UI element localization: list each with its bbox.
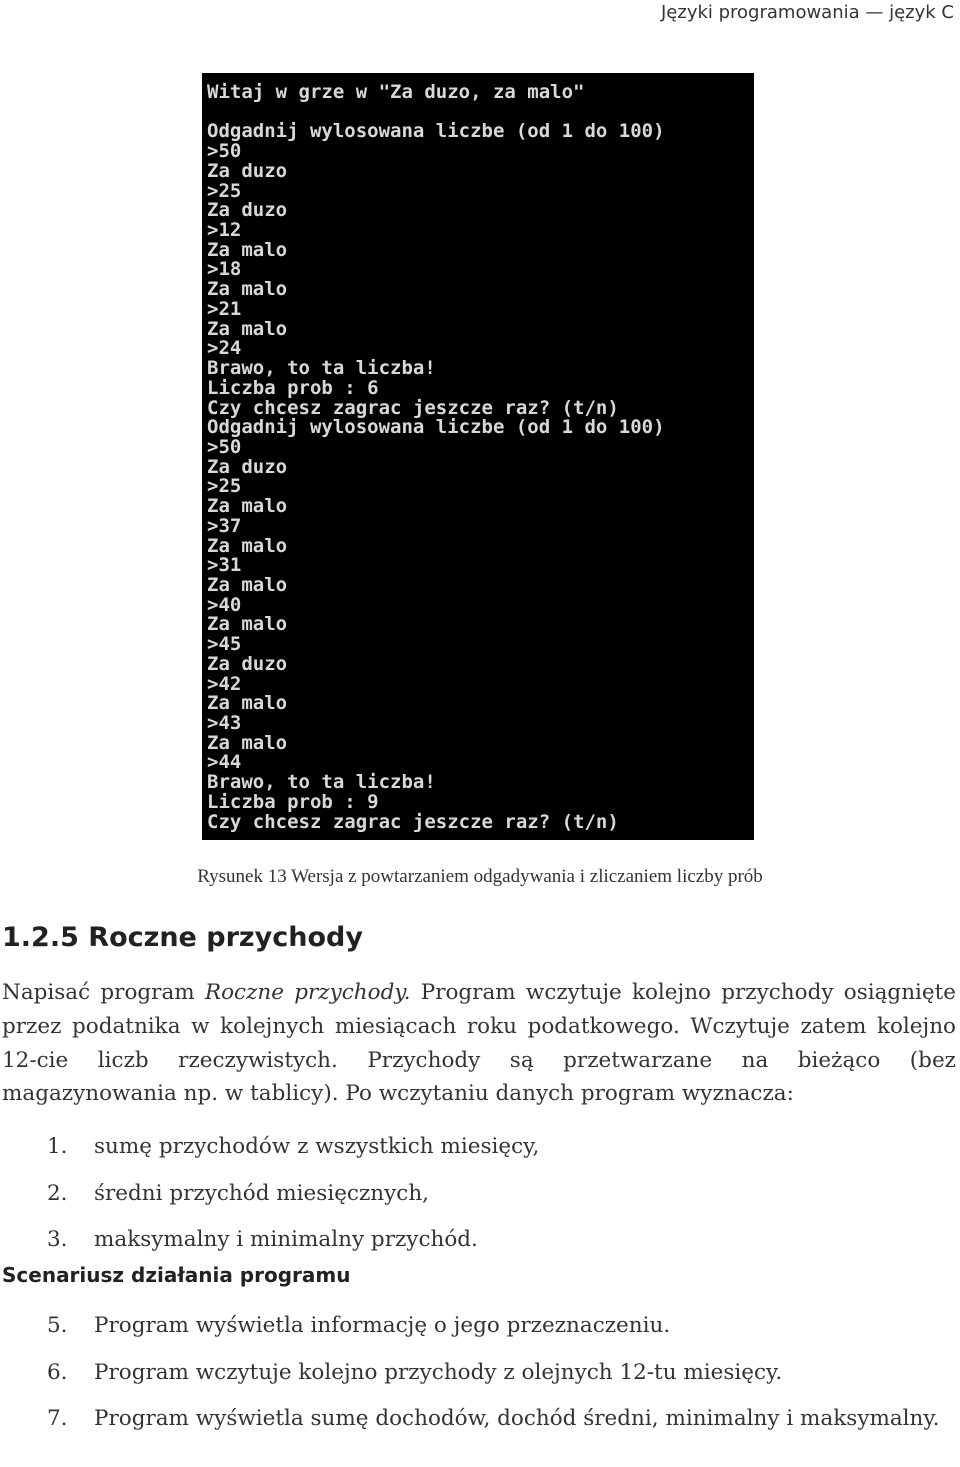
console-line: Czy chcesz zagrac jeszcze raz? (t/n) bbox=[207, 396, 619, 419]
figure-caption: Rysunek 13 Wersja z powtarzaniem odgadywania i zliczaniem liczby prób bbox=[197, 866, 763, 887]
list-item-text: średni przychód miesięcznych, bbox=[94, 1180, 430, 1206]
console-line: Witaj w grze w "Za duzo, za malo" bbox=[207, 81, 585, 103]
console-line: >50 bbox=[207, 435, 242, 458]
console-line: Za malo bbox=[207, 573, 288, 596]
console-line: Czy chcesz zagrac jeszcze raz? (t/n) bbox=[207, 810, 619, 833]
list-item bbox=[0, 1402, 958, 1435]
console-line: Odgadnij wylosowana liczbe (od 1 do 100) bbox=[207, 416, 665, 439]
console-line: >40 bbox=[207, 593, 242, 616]
list-item-number: 7. bbox=[47, 1406, 68, 1431]
list-item-number: 5. bbox=[47, 1313, 68, 1338]
console-line: >25 bbox=[207, 179, 242, 202]
console-line: >43 bbox=[207, 712, 242, 734]
list-item-number: 3. bbox=[47, 1227, 68, 1252]
list-item bbox=[0, 1356, 958, 1389]
requirements-list bbox=[0, 1124, 958, 1264]
list-item-text: Program wyświetla informację o jego przeznaczeniu. bbox=[94, 1313, 671, 1338]
console-line: Za malo bbox=[207, 534, 288, 557]
console-line: >25 bbox=[207, 475, 242, 498]
console-line: >31 bbox=[207, 554, 242, 577]
list-item bbox=[0, 1309, 958, 1342]
console-line: >45 bbox=[207, 633, 242, 656]
list-item-number: 6. bbox=[47, 1359, 68, 1385]
list-item-text: sumę przychodów z wszystkich miesięcy, bbox=[94, 1134, 540, 1159]
console-line: Za duzo bbox=[207, 455, 288, 478]
console-line: >12 bbox=[207, 219, 242, 242]
console-line: Brawo, to ta liczba! bbox=[207, 357, 436, 380]
console-line: Za malo bbox=[207, 317, 288, 340]
section-heading: 1.2.5 Roczne przychody bbox=[2, 922, 363, 953]
console-screenshot bbox=[202, 73, 754, 840]
list-item bbox=[0, 1124, 958, 1171]
console-line: >24 bbox=[207, 337, 242, 360]
list-item-number: 2. bbox=[47, 1180, 68, 1206]
list-item-text: maksymalny i minimalny przychód. bbox=[94, 1227, 478, 1252]
console-line: >44 bbox=[207, 751, 242, 774]
console-line: >18 bbox=[207, 258, 242, 281]
console-line: Za malo bbox=[207, 731, 288, 754]
console-line: Za malo bbox=[207, 692, 288, 715]
list-item bbox=[0, 1171, 958, 1218]
console-line: >21 bbox=[207, 297, 242, 320]
console-line: Za duzo bbox=[207, 652, 288, 675]
paragraph-text-after: Program wczytuje kolejno przychody osiągnięte przez podatnika w kolejnych miesiącach roku podatkowego. Wczytuje zatem kolejno 12-cie liczb rzeczywistych. Przychody są przetwarzane na bieżąco (bez magazynowania np. w tablicy). Po wczytaniu danych program wyznacza: bbox=[2, 980, 956, 1107]
console-line: >37 bbox=[207, 514, 242, 537]
console-line: >50 bbox=[207, 140, 242, 163]
list-item-text: Program wczytuje kolejno przychody z olejnych 12-tu miesięcy. bbox=[94, 1359, 783, 1385]
scenario-list bbox=[0, 1309, 958, 1449]
paragraph-text-before: Napisać program bbox=[2, 980, 205, 1005]
scenario-heading: Scenariusz działania programu bbox=[2, 1263, 351, 1287]
console-line: Odgadnij wylosowana liczbe (od 1 do 100) bbox=[207, 120, 665, 143]
console-line: Za malo bbox=[207, 495, 288, 518]
program-name-italic: Roczne przychody. bbox=[204, 980, 411, 1005]
console-line: Za malo bbox=[207, 238, 288, 261]
console-line: Za malo bbox=[207, 278, 288, 301]
console-line: >42 bbox=[207, 672, 242, 695]
list-item-number: 1. bbox=[47, 1134, 68, 1159]
list-item-text: Program wyświetla sumę dochodów, dochód średni, minimalny i maksymalny. bbox=[94, 1406, 940, 1431]
console-line: Za duzo bbox=[207, 159, 288, 182]
console-line: Liczba prob : 6 bbox=[207, 376, 379, 399]
list-item bbox=[0, 1217, 958, 1264]
console-line: Za duzo bbox=[207, 199, 288, 222]
console-line: Liczba prob : 9 bbox=[207, 790, 379, 813]
section-paragraph bbox=[2, 976, 956, 1111]
console-line: Za malo bbox=[207, 613, 288, 636]
running-header: Języki programowania — język C bbox=[660, 2, 954, 23]
console-line: Brawo, to ta liczba! bbox=[207, 771, 436, 794]
